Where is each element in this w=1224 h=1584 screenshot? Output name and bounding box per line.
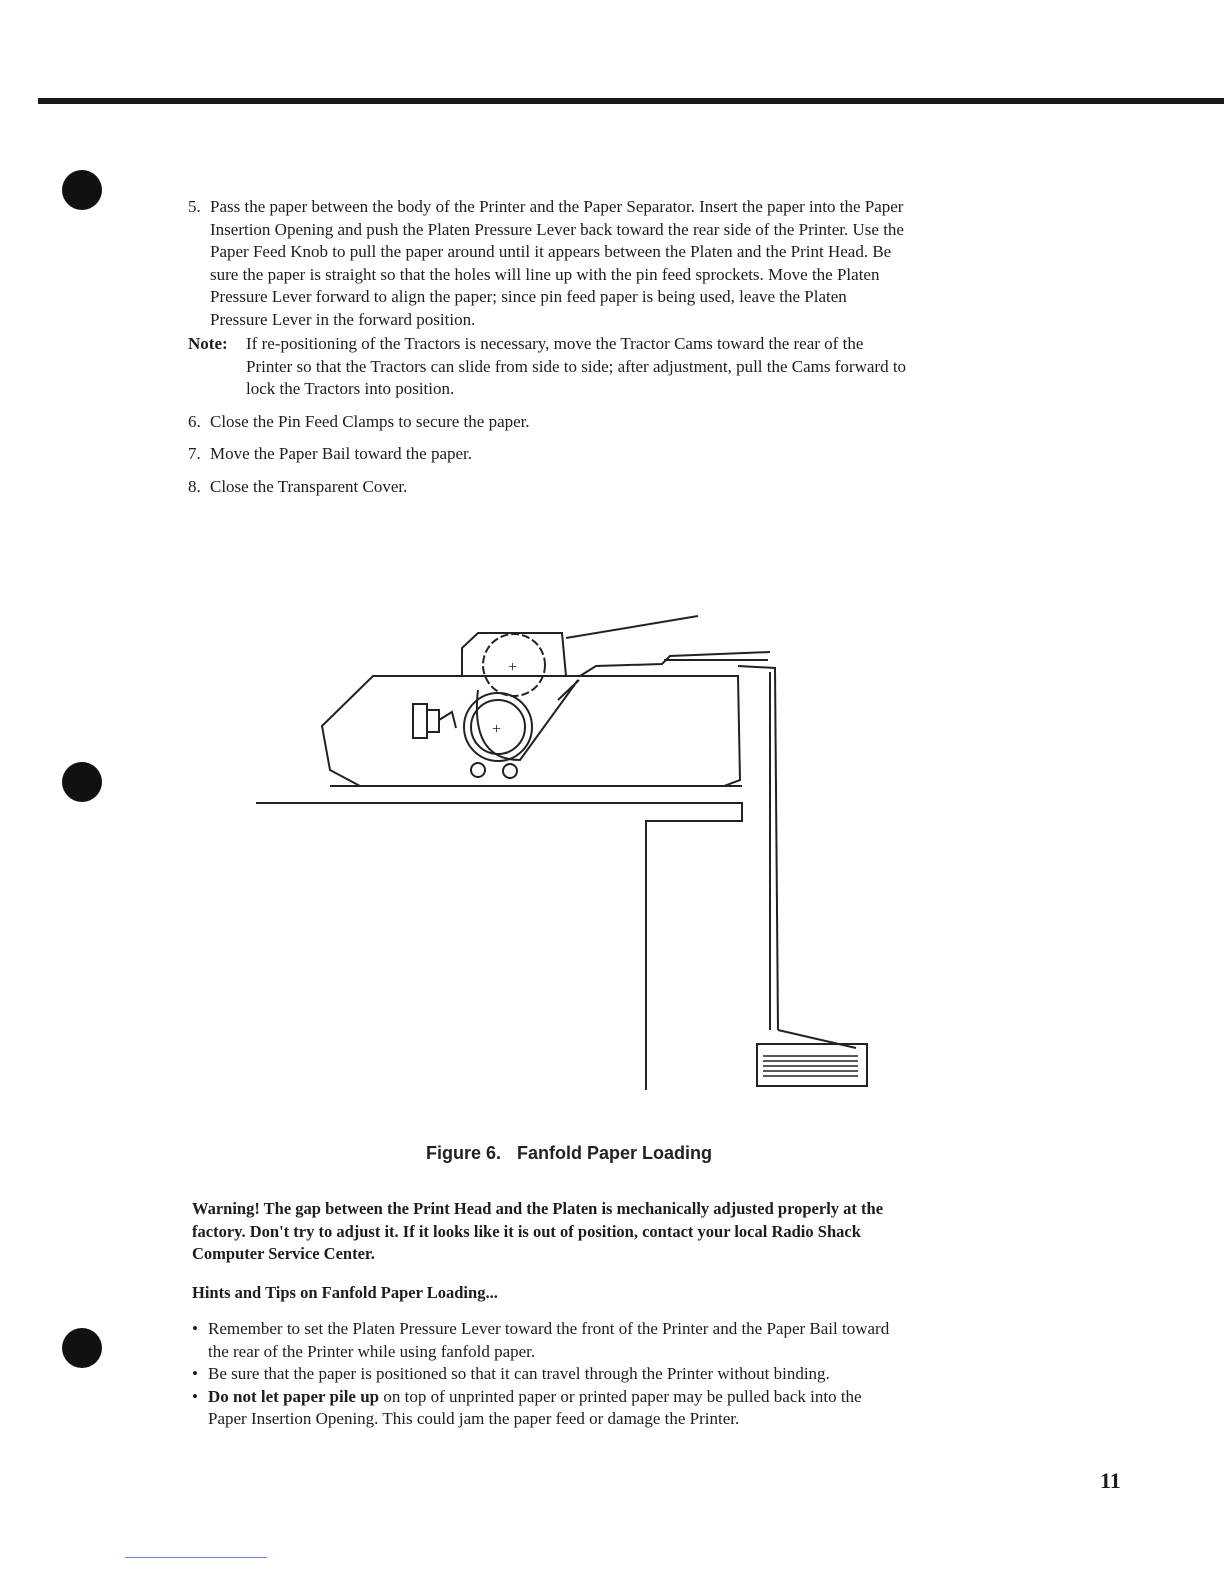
binder-hole-bottom [62,1328,102,1368]
paper-separator-top [558,680,579,700]
binder-hole-middle [62,762,102,802]
platen-center-mark: + [492,721,502,738]
list-item [192,1386,902,1431]
roller-left [471,763,485,777]
paper-slope [778,1030,856,1048]
table-surface [256,803,742,1090]
step-text: Pass the paper between the body of the Printer and the Paper Separator. Insert the paper into the Paper Insertion Opening and push the Platen Pressure Lever back toward the rear side of the Printer. Use the Paper Feed Knob to pull the paper around until it appears between the Platen and the Print Head. Be sure the paper is straight so that the holes will line up with the pin feed sprockets. Move the Platen Pressure Lever forward to align the paper; since pin feed paper is being used, leave the Platen Pressure Lever in the forward position. [210,197,904,329]
step-6 [188,411,908,434]
step-8 [188,476,908,499]
list-item [192,1318,902,1363]
figure-label: Figure 6. [425,1143,501,1163]
step-number: 6. [188,411,201,431]
paper-path-top [580,652,770,676]
knob-lever [439,712,456,728]
step-text: Close the Pin Feed Clamps to secure the paper. [210,411,530,431]
footer-line [125,1557,267,1558]
step-number: 7. [188,444,201,463]
bullet-icon: • [192,1364,198,1383]
page-number: 11 [1100,1468,1121,1493]
paper-feed-knob [413,704,427,738]
roller-right [503,764,517,778]
hints-list [192,1318,902,1431]
note-label: Note: [188,334,228,353]
bullet-text: Be sure that the paper is positioned so that it can travel through the Printer without binding. [208,1364,830,1383]
note [188,333,908,401]
warning-paragraph: Warning! The gap between the Print Head and the Platen is mechanically adjusted properly at the factory. Don't try to adjust it. If it looks like it is out of position, contact your local Radio Shack Computer Service Center. [192,1199,884,1263]
step-5 [188,196,908,331]
gear-center-mark: + [508,659,518,676]
bullet-bold-lead: Do not let paper pile up [208,1386,380,1406]
binder-hole-top [62,170,102,210]
bullet-text: on top of unprinted paper or printed paper may be pulled back into the Paper Insertion Opening. This could jam the paper feed or damage the Printer. [208,1386,862,1428]
hints-title: Hints and Tips on Fanfold Paper Loading... [192,1283,498,1302]
figure-caption [0,1143,1138,1164]
list-item [192,1363,902,1386]
bullet-icon: • [192,1386,198,1406]
top-rule [38,98,1224,104]
figure-title: Fanfold Paper Loading [517,1143,713,1163]
step-number: 8. [188,476,201,496]
fanfold-paper [738,666,778,1030]
step-number: 5. [188,197,201,216]
step-text: Close the Transparent Cover. [210,476,408,496]
cover-pointer [566,616,698,638]
bullet-icon: • [192,1319,198,1338]
paper-stack-lines [763,1056,858,1076]
bullet-text: Remember to set the Platen Pressure Lever toward the front of the Printer and the Paper Bail toward the rear of the Printer while using fanfold paper. [208,1319,890,1361]
note-text: If re-positioning of the Tractors is necessary, move the Tractor Cams toward the rear of the Printer so that the Tractors can slide from side to side; after adjustment, pull the Cams forward to lock the Tractors into position. [246,334,907,398]
fanfold-printer-diagram [240,600,900,1100]
knob-shaft [427,710,439,732]
paper-stack [757,1044,867,1086]
step-7 [188,443,908,466]
instruction-steps [188,196,908,498]
step-text: Move the Paper Bail toward the paper. [210,444,473,463]
